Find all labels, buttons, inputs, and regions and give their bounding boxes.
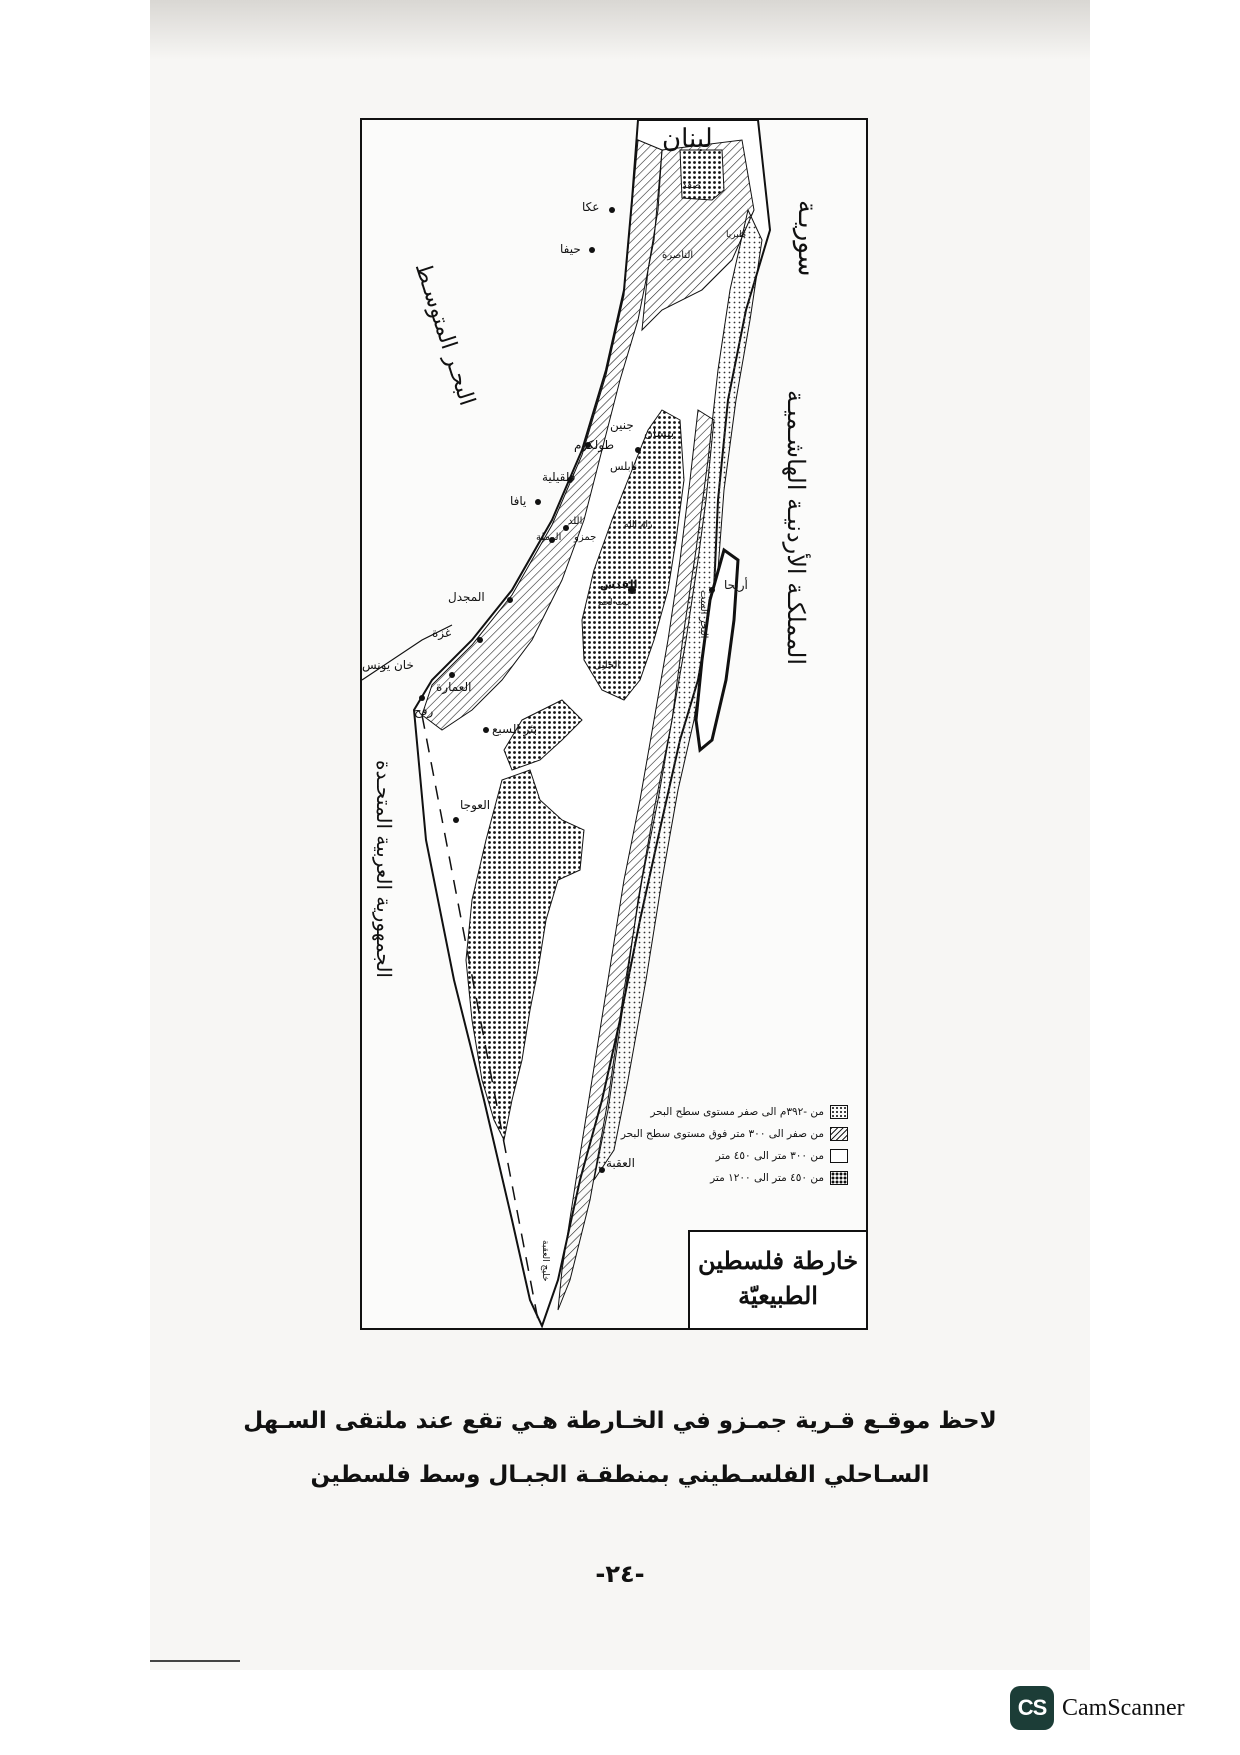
top-bleed: [150, 0, 1090, 60]
label-ramla: الرملة: [536, 532, 562, 543]
map-title-box: [688, 1230, 866, 1328]
label-jimzu: جمزو: [574, 532, 597, 543]
legend-item-dots: [621, 1105, 848, 1119]
map-legend: [621, 1105, 848, 1193]
camscanner-text: CamScanner: [1062, 1694, 1185, 1721]
label-mediterranean: البحـر المتوسـط: [409, 259, 480, 409]
label-tulkarm: طولكرم: [574, 438, 615, 452]
camscanner-logo-icon: CS: [1010, 1686, 1054, 1730]
legend-label: من صفر الى ٣٠٠ متر فوق مستوى سطح البحر: [620, 1128, 824, 1140]
label-beersheba: بئر السبع: [492, 722, 538, 736]
label-egypt: الجمهورية العربية المتحـدة: [372, 760, 396, 978]
legend-item-grid: [621, 1171, 848, 1185]
label-ramallah: رام الله: [624, 520, 653, 530]
legend-label: من -٣٩٢م الى صفر مستوى سطح البحر: [650, 1106, 824, 1118]
label-tiberias: طبريا: [726, 230, 747, 240]
label-hebron: الخليل: [594, 660, 621, 671]
label-jordan: المملكـة الأردنيـة الهاشـميـة: [782, 390, 810, 666]
label-lebanon: لبنان: [662, 124, 713, 154]
label-nablus: نابلس: [610, 460, 638, 473]
legend-label: من ٣٠٠ متر الى ٤٥٠ متر: [715, 1150, 824, 1162]
caption-line-1: لاحظ موقـع قـرية جمـزو في الخـارطة هـي تقع عند ملتقى السـهل: [243, 1408, 997, 1434]
legend-swatch-hatch: [830, 1127, 848, 1141]
map-subtitle: الطبيعيّة: [738, 1281, 818, 1310]
caption-line-2: السـاحلي الفلسـطيني بمنطقـة الجبـال وسط فلسطين: [310, 1462, 930, 1488]
legend-swatch-white: [830, 1149, 848, 1163]
legend-label: من ٤٥٠ متر الى ١٢٠٠ متر: [710, 1172, 824, 1184]
label-gaza: غزة: [432, 626, 452, 640]
label-auja: العوجا: [460, 798, 491, 812]
label-beisan: بيسان: [644, 426, 675, 440]
label-jericho: أريحا: [724, 578, 748, 592]
legend-swatch-dots: [830, 1105, 848, 1119]
label-imara: العمارة: [436, 680, 472, 694]
camscanner-watermark: [1010, 1686, 1185, 1730]
legend-swatch-grid: [830, 1171, 848, 1185]
label-akka: عكا: [582, 200, 600, 214]
label-rafah: رفح: [414, 704, 434, 718]
map-frame: [360, 118, 868, 1330]
label-aqaba: العقبة: [606, 1156, 635, 1170]
label-safad: صفد: [682, 180, 701, 191]
label-majdal: المجدل: [448, 590, 485, 604]
label-khan-yunis: خان يونس: [362, 658, 414, 672]
label-dead-sea: البحر الميت: [698, 590, 709, 639]
label-haifa: حيفا: [560, 242, 581, 256]
label-syria: سوريـة: [792, 200, 822, 277]
label-qalqilya: قلقيلية: [542, 470, 576, 484]
label-bethlehem: بيت لحم: [598, 598, 630, 608]
label-jenin: جنين: [610, 418, 634, 432]
bottom-rule: [150, 1660, 240, 1662]
page-number: -٢٤-: [595, 1560, 645, 1588]
legend-item-white: [621, 1149, 848, 1163]
galilee-highlands: [680, 150, 724, 200]
label-lydda: اللد: [568, 516, 583, 527]
label-aqaba-gulf: خليج العقبة: [540, 1240, 550, 1282]
legend-item-hatch: [621, 1127, 848, 1141]
label-jaffa: يافا: [510, 494, 527, 508]
label-jerusalem: القدس: [600, 578, 638, 591]
label-nazareth: الناصرة: [662, 250, 694, 261]
map-title: خارطة فلسطين: [697, 1246, 859, 1275]
